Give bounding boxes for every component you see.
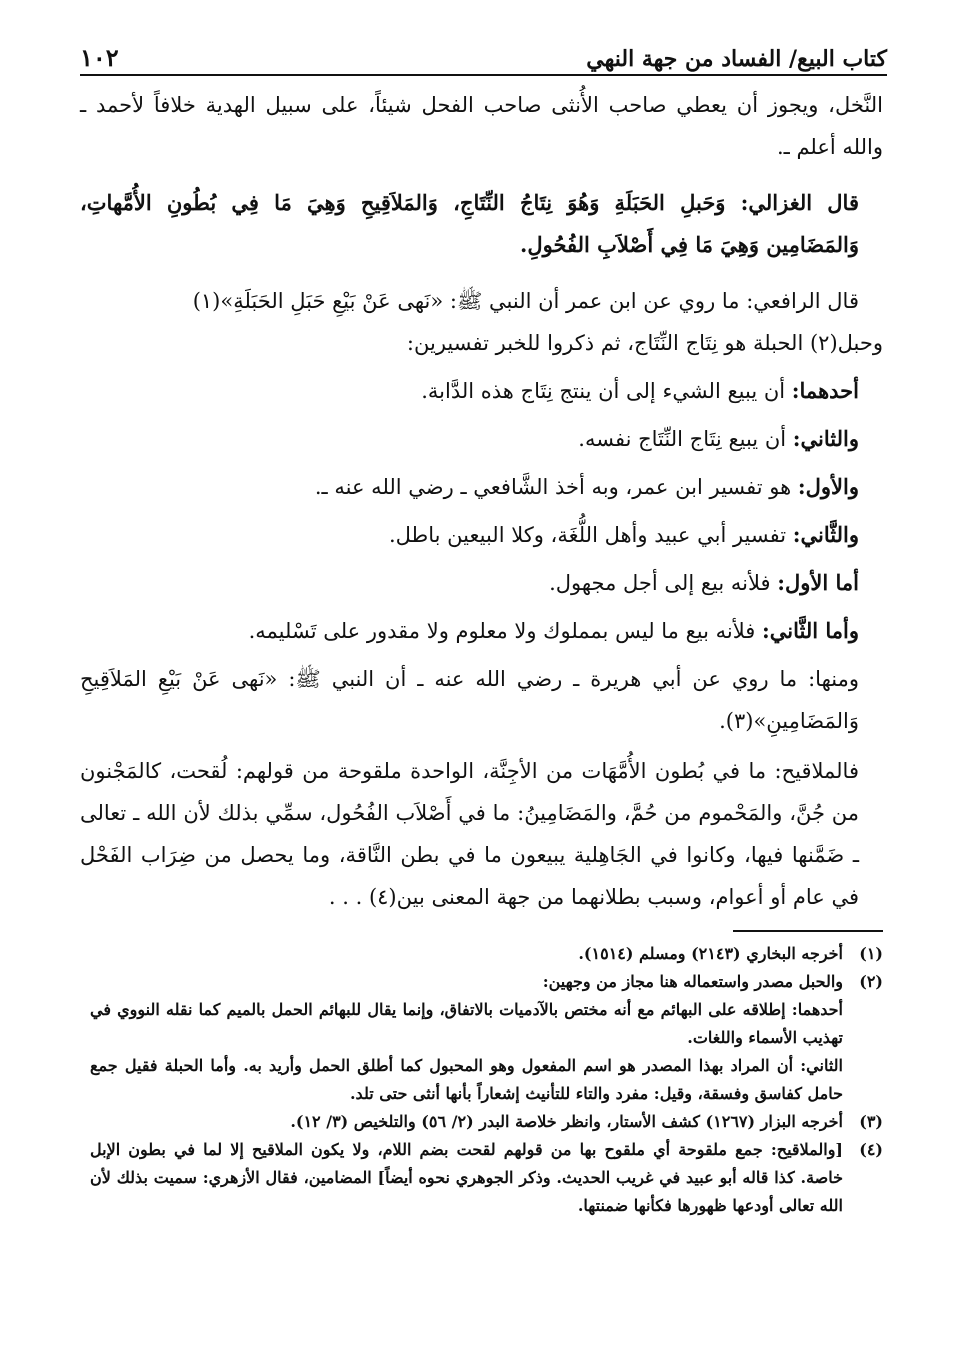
definition-1 [80,370,883,412]
footnote-4 [90,1136,883,1220]
footnote-number: (٢) [859,972,883,991]
footnote-text: والحبل مصدر واستعماله هنا مجاز من وجهين: [542,972,843,991]
paragraph-1: النَّخل، ويجوز أن يعطي صاحب الأُنثى صاحب الفحل شيئاً، على سبيل الهدية خلافاً لأحمد ـ والله أعلم ـ. [80,93,883,159]
definition-2 [80,418,883,460]
footnote-2-part-2: الثاني: أن المراد بهذا المصدر هو اسم المفعول وهو المحبول كما أطلق الحمل وأريد به. وأما الحبلة فقيل جمع حامل كفاسق وفسقة، وقيل: مفرد والتاء للتأنيث إشعاراً بأنها أنثى حتى تلد. [90,1056,843,1103]
footnote-text: [والملاقيح: جمع ملقوحة أي ملقوح بها من قولهم لقحت بضم اللام، ولا يكون الملاقيح إلا لما في بطون الإبل خاصة. كذا قاله أبو عبيد في غريب الحديث. وذكر الجوهري نحوه أيضاً] المضامين، فقال الأزهري: سميت بذلك لأن الله تعالى أودعها ظهورها فكأنها ضمنتها. [90,1140,843,1215]
paragraph-rafii-1: قال الرافعي: ما روي عن ابن عمر أن النبي ﷺ: «نَهى عَنْ بَيْعِ حَبَلِ الحَبَلَةِ»(١) [192,289,859,313]
footnote-rule [733,930,883,932]
chapter-title: كتاب البيع/ الفساد من جهة النهي [586,46,887,72]
footnote-text: أخرجه البزار (١٢٦٧) كشف الأستار، وانظر خلاصة البدر (٢/ ٥٦) والتلخيص (٣/ ١٢). [290,1112,843,1131]
definition-3-label: والأول: [797,474,859,499]
definition-6-label: وأما الثَّاني: [761,618,859,643]
definition-2-label: والثاني: [792,426,859,451]
definition-3-text: هو تفسير ابن عمر، وبه أخذ الشَّافعي ـ رضي الله عنه ـ. [314,475,792,499]
definition-4-label: والثَّاني: [792,522,859,547]
definition-5-text: فلأنه بيع إلى أجل مجهول. [549,571,771,595]
footnotes [90,940,883,1220]
header-rule [80,74,887,76]
definition-1-text: أن يبيع الشيء إلى أن ينتج نِتَاج هذه الدَّابة. [421,379,786,403]
footnote-number: (٣) [859,1112,883,1131]
paragraph-rafii-2: وحبل(٢) الحبلة هو نِتَاج النِّتَاج، ثم ذكروا للخبر تفسيرين: [406,331,883,355]
definition-3 [80,466,883,508]
definition-2-text: أن يبيع نِتَاج النِّتَاج نفسه. [578,427,787,451]
footnote-1 [90,940,883,968]
footnote-2 [90,968,883,996]
page-header [80,28,887,72]
footnote-2-part-1: أحدهما: إطلاقه على البهائم مع أنه مختص بالآدميات بالاتفاق، وإنما يقال للبهائم الحمل بالميم كما نقله النووي في تهذيب الأسماء واللغات. [90,1000,843,1047]
definition-4-text: تفسير أبي عبيد وأهل اللُّغَة، وكلا البيعين باطل. [388,523,787,547]
definition-5 [80,562,883,604]
paragraph-abu-hurayra: ومنها: ما روي عن أبي هريرة ـ رضي الله عنه ـ أن النبي ﷺ: «نَهى عَنْ بَيْعِ المَلاَقِيحِ وَالمَضَامِينِ»(٣). [80,667,859,733]
footnote-number: (٤) [859,1140,883,1159]
definition-4 [80,514,883,556]
footnote-number: (١) [859,944,883,963]
definition-6-text: فلأنه بيع ما ليس بمملوك ولا معلوم ولا مقدور على تَسْليمه. [248,619,756,643]
definition-1-label: أحدهما: [791,378,859,403]
paragraph-malaqih: فالملاقيح: ما في بُطون الأُمَّهَات من الأجِنَّة، الواحدة ملقوحة من قولهم: لُقحت، كالمَجْنون من جُنَّ، والمَحْموم من حُمَّ، والمَضَامِينُ: ما في أَصْلاَب الفُحُول، سمِّي بذلك لأن الله ـ تعالى ـ ضَمَّنها فيها، وكانوا في الجَاهِلية يبيعون ما في بطن النَّاقة، وما يحصل من ضِرَاب الفَحْل في عام أو أعوام، وسبب بطلانهما من جهة المعنى بين(٤) . . . [80,759,859,909]
paragraph-ghazali: قال الغزالي: وَحَبلِ الحَبَلَةِ وَهُوَ نِتَاجُ النِّتَاجِ، وَالمَلاَقِيحِ وَهِيَ مَا فِي بُطُونِ الأُمَّهاتِ، وَالمَضَامِين وَهِيَ مَا فِي أَصْلاَبِ الفُحُولِ. [80,190,859,257]
footnote-3 [90,1108,883,1136]
definition-5-label: أما الأول: [777,570,859,595]
definition-6 [80,610,883,652]
footnote-text: أخرجه البخاري (٢١٤٣) ومسلم (١٥١٤). [578,944,843,963]
main-text [80,84,883,918]
page-number: ١٠٢ [80,43,119,72]
